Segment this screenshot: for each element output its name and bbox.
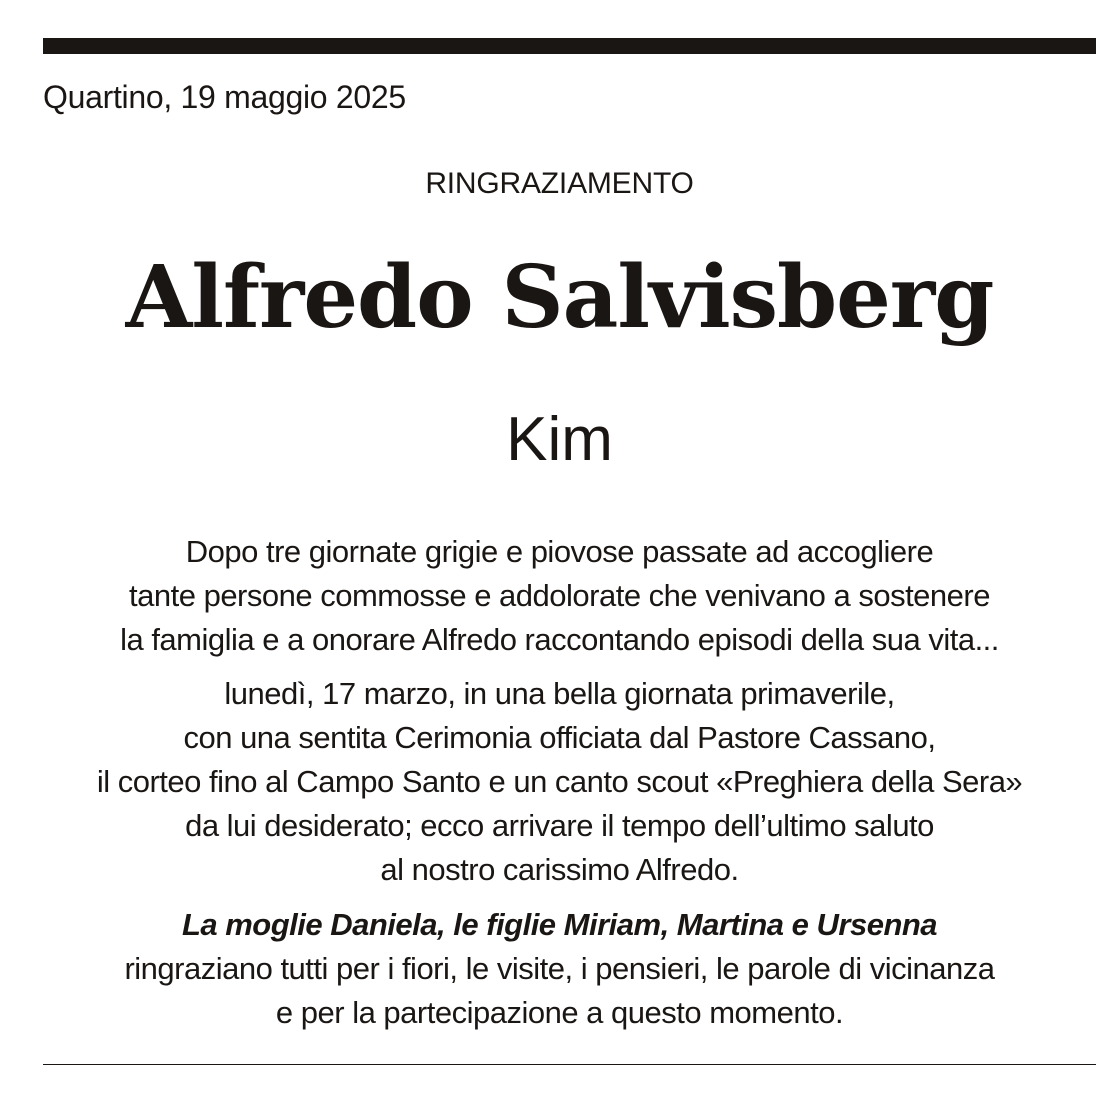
deceased-name: Alfredo Salvisberg [125,247,994,348]
paragraph-line: lunedì, 17 marzo, in una bella giornata primaverile, [224,676,895,711]
paragraph-line: ringraziano tutti per i fiori, le visite, i pensieri, le parole di vicinanza [124,951,995,986]
paragraph-line: Dopo tre giornate grigie e piovose passate ad accogliere [185,534,934,569]
paragraph-line: il corteo fino al Campo Santo e un canto scout «Preghiera della Sera» [96,764,1023,799]
family-names: La moglie Daniela, le figlie Miriam, Martina e Ursenna [181,907,938,942]
paragraph-line: la famiglia e a onorare Alfredo raccontando episodi della sua vita... [120,622,999,657]
paragraph-line: e per la partecipazione a questo momento. [275,995,844,1030]
bottom-rule [43,1064,1096,1065]
paragraph-line: tante persone commosse e addolorate che venivano a sostenere [129,578,990,613]
deceased-nickname: Kim [506,405,613,474]
notice-kind: RINGRAZIAMENTO [425,167,694,200]
paragraph-ceremony [20,672,1099,892]
place-date: Quartino, 19 maggio 2025 [43,79,406,115]
top-rule [43,38,1096,54]
paragraph-line: da lui desiderato; ecco arrivare il tempo dell’ultimo saluto [185,808,934,843]
paragraph-thanks [20,903,1099,1035]
paragraph-line: al nostro carissimo Alfredo. [380,852,739,887]
paragraph-intro [20,530,1099,662]
paragraph-line: con una sentita Cerimonia officiata dal Pastore Cassano, [183,720,936,755]
